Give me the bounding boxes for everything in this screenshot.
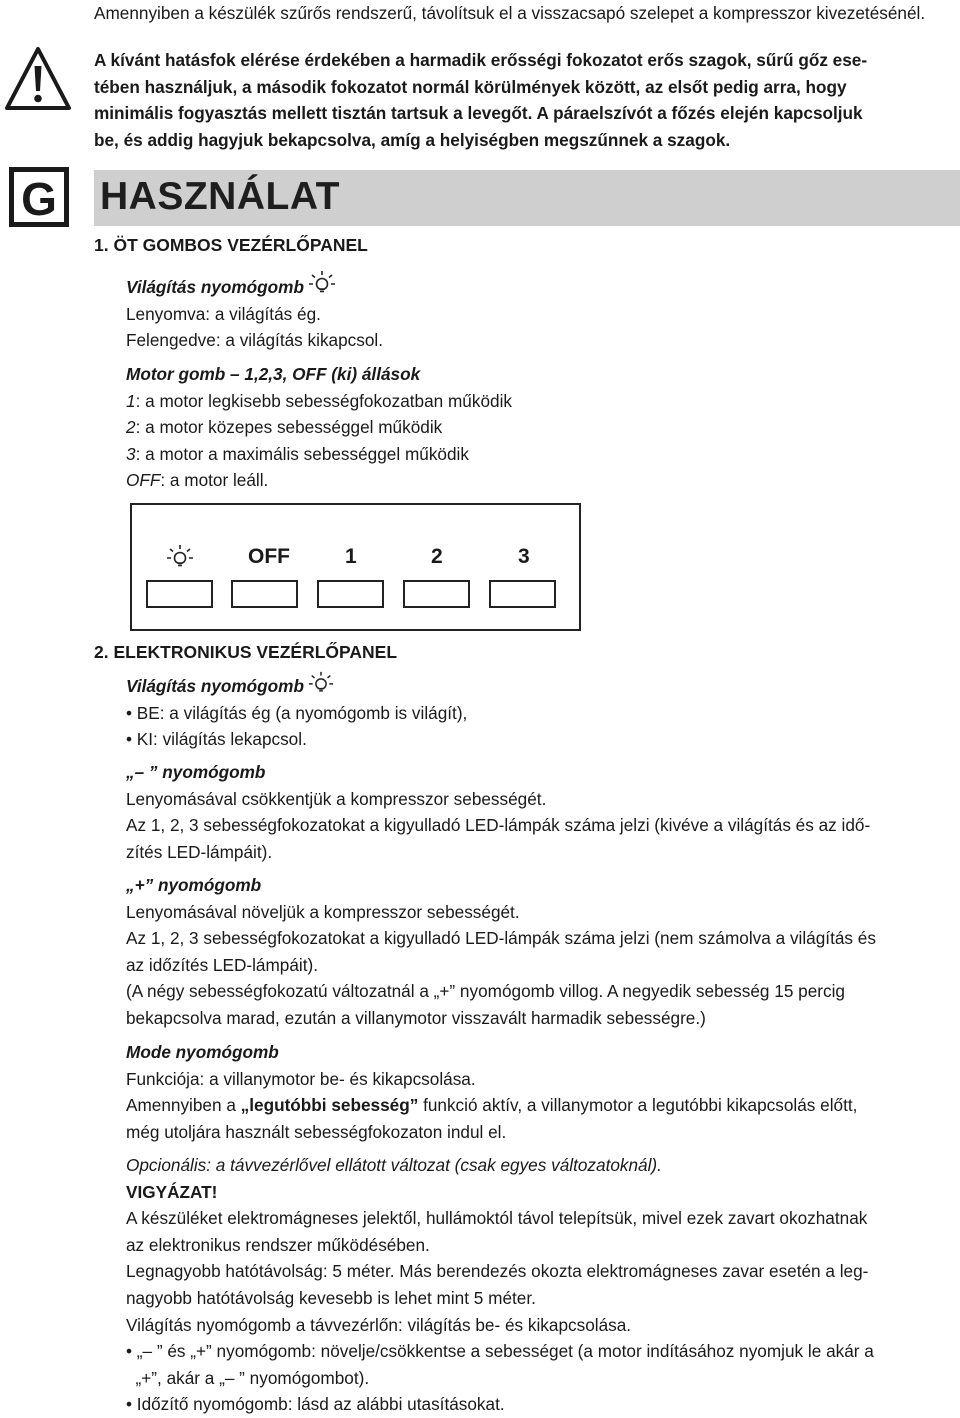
panel-label-off: OFF xyxy=(248,545,290,568)
light-line: Felengedve: a világítás kikapcsol. xyxy=(126,330,383,351)
section2-light-block xyxy=(126,673,954,753)
light-bulb-icon xyxy=(308,670,334,696)
warning-line: A kívánt hatásfok elérése érdekében a harmadik erősségi fokozatot erős szagok, sűrű gőz ese- xyxy=(94,50,868,70)
intro-paragraph: Amennyiben a készülék szűrős rendszerű, távolítsuk el a visszacsapó szelepet a kompresszor kivezetésénél. xyxy=(94,3,926,23)
warning-paragraph xyxy=(94,47,954,153)
motor-button-title: Motor gomb – 1,2,3, OFF (ki) állások xyxy=(126,364,421,384)
mode-button-block: Mode nyomógomb Funkciója: a villanymotor be- és kikapcsolása. Amennyiben a „legutóbbi sebesség” funkció aktív, a villanymotor a legutóbbi kikapcsolás előtt, még utoljára használt sebességfokozaton indul el. xyxy=(126,1039,954,1145)
section2-title: 2. ELEKTRONIKUS VEZÉRLŐPANEL xyxy=(94,642,398,662)
light-bulb-icon xyxy=(308,269,336,297)
panel-button-3 xyxy=(489,580,556,608)
light-line: Lenyomva: a világítás ég. xyxy=(126,303,321,324)
section1-motor-block: Motor gomb – 1,2,3, OFF (ki) állások 1: a motor legkisebb sebességfokozatban működik 2: a motor közepes sebességgel működik 3: a motor a maximális sebességgel működik OFF: a motor leáll. xyxy=(126,361,954,494)
warning-triangle-icon xyxy=(4,46,72,112)
light-line: • BE: a világítás ég (a nyomógomb is világít), xyxy=(126,702,468,723)
panel-label-3: 3 xyxy=(518,545,530,568)
warning-line: be, és addig hagyjuk bekapcsolva, amíg a helyiségben megszűnnek a szagok. xyxy=(94,129,731,150)
page-title: HASZNÁLAT xyxy=(100,175,340,218)
panel-button-off xyxy=(231,580,298,608)
caution-title: VIGYÁZAT! xyxy=(126,1181,218,1202)
panel-light-icon xyxy=(166,543,194,571)
section-letter: G xyxy=(21,173,57,225)
light-line: • KI: világítás lekapcsol. xyxy=(126,729,307,750)
panel-button-light xyxy=(146,580,213,608)
light-button-title: Világítás nyomógomb xyxy=(126,277,304,297)
remote-block: Opcionális: a távvezérlővel ellátott változat (csak egyes változatoknál). VIGYÁZAT! A készüléket elektromágneses jelektől, hullámoktól távol telepítsük, mivel ezek zavart okozhatnak az elektronikus rendszer működésében. Legnagyobb hatótávolság: 5 méter. Más berendezés okozta elektromágneses zavar esetén a leg- nagyobb hatótávolság kevesebb is lehet mint 5 méter. Világítás nyomógomb a távvezérlőn: világítás be- és kikapcsolása. • „– ” és „+” nyomógomb: növelje/csökkentse a sebességet (a motor indításához nyomjuk le akár a „+”, akár a „– ” nyomógombot). • Időzítő nyomógomb: lásd az alábbi utasításokat. xyxy=(126,1152,954,1418)
section1-light-block xyxy=(126,274,954,354)
minus-button-title: „– ” nyomógomb xyxy=(126,762,266,782)
warning-line: minimális fogyasztás mellett tisztán tartsuk a levegőt. A páraelszívót a főzés elején kapcsoljuk xyxy=(94,103,863,124)
control-panel-diagram xyxy=(130,503,581,631)
panel-button-2 xyxy=(403,580,470,608)
mode-button-title: Mode nyomógomb xyxy=(126,1042,279,1062)
panel-button-1 xyxy=(317,580,384,608)
plus-button-block: „+” nyomógomb Lenyomásával növeljük a kompresszor sebességét. Az 1, 2, 3 sebességfokozatokat a kigyulladó LED-lámpák száma jelzi (nem számolva a világítás és az időzítés LED-lámpáit). (A négy sebességfokozatú változatnál a „+” nyomógomb villog. A negyedik sebesség 15 percig bekapcsolva marad, ezután a villanymotor visszavált harmadik sebességre.) xyxy=(126,872,954,1032)
plus-button-title: „+” nyomógomb xyxy=(126,875,262,895)
optional-note: Opcionális: a távvezérlővel ellátott változat (csak egyes változatoknál). xyxy=(126,1155,662,1175)
section-letter-icon xyxy=(8,166,70,228)
minus-button-block: „– ” nyomógomb Lenyomásával csökkentjük a kompresszor sebességét. Az 1, 2, 3 sebességfokozatokat a kigyulladó LED-lámpák száma jelzi (kivéve a világítás és az idő- zítés LED-lámpáit). xyxy=(126,759,954,865)
section1-title: 1. ÖT GOMBOS VEZÉRLŐPANEL xyxy=(94,235,368,255)
light-button-title: Világítás nyomógomb xyxy=(126,676,304,696)
panel-label-1: 1 xyxy=(345,545,357,568)
panel-label-2: 2 xyxy=(431,545,443,568)
warning-line: tében használjuk, a második fokozatot normál körülmények között, az elsőt pedig arra, hogy xyxy=(94,76,847,97)
